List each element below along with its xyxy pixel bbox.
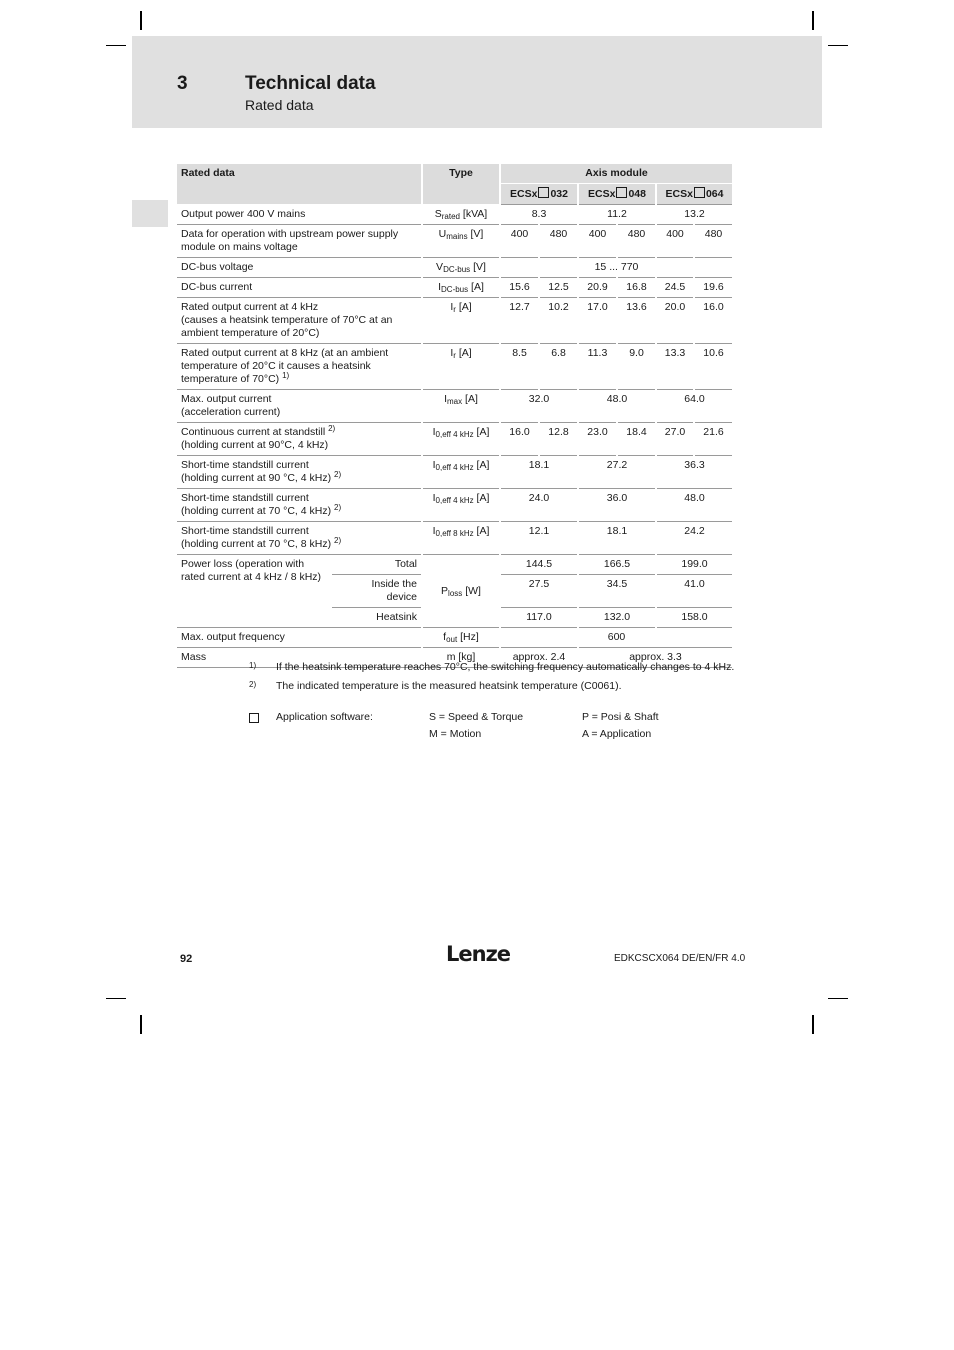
checkbox-glyph-icon [694, 187, 705, 198]
row-type: $I_r$ [A] [422, 298, 500, 344]
document-id: EDKCSCX064 DE/EN/FR 4.0 [614, 953, 746, 964]
row-dc-voltage [177, 258, 732, 278]
value-cell: 117.0 [500, 608, 578, 628]
value-cell: 24.0 [500, 489, 578, 522]
value-cell: 48.0 [578, 390, 656, 423]
checkbox-glyph-icon [249, 713, 259, 723]
row-power-loss-total [177, 555, 732, 575]
value-cell: 199.0 [656, 555, 732, 575]
app-software-label: Application software: [276, 711, 373, 723]
checkbox-glyph-icon [616, 187, 627, 198]
row-label: Rated output current at 4 kHz (causes a heatsink temperature of 70°C at an ambient temperature of 20°C) [177, 298, 422, 344]
value-cell: 8.5 [500, 344, 539, 390]
value-cell: 132.0 [578, 608, 656, 628]
value-cell: 480 [539, 225, 578, 258]
header-row [177, 164, 732, 184]
row-short-70-4 [177, 489, 732, 522]
row-label: Max. output current (acceleration current) [177, 390, 422, 423]
value-cell: 64.0 [656, 390, 732, 423]
value-cell: 13.2 [656, 205, 732, 225]
row-label: Output power 400 V mains [177, 205, 422, 225]
header-rated-data: Rated data [177, 164, 422, 205]
crop-mark [106, 998, 126, 999]
value-cell: 24.2 [656, 522, 732, 555]
chapter-number: 3 [177, 73, 188, 94]
chapter-subtitle: Rated data [245, 97, 314, 113]
row-label: Short-time standstill current (holding current at 70 °C, 4 kHz) $^{2)}$ [177, 489, 422, 522]
page-number: 92 [180, 953, 193, 965]
app-software-item: M = Motion [429, 728, 482, 740]
footnote-marker: 2) [249, 680, 257, 689]
value-cell: 400 [578, 225, 617, 258]
value-cell: 16.0 [694, 298, 732, 344]
value-cell: 6.8 [539, 344, 578, 390]
subrow-label-heatsink: Heatsink [332, 608, 422, 628]
value-cell: 8.3 [500, 205, 578, 225]
model-048: ECSx 048 [578, 184, 656, 205]
row-max-output [177, 390, 732, 423]
crop-mark [828, 45, 848, 46]
value-cell: 12.8 [539, 423, 578, 456]
app-software-item: P = Posi & Shaft [582, 711, 659, 723]
value-cell: 9.0 [617, 344, 656, 390]
row-label: DC-bus voltage [177, 258, 422, 278]
row-rated-4khz [177, 298, 732, 344]
footnotes [249, 661, 739, 693]
row-dc-current [177, 278, 732, 298]
value-cell: 17.0 [578, 298, 617, 344]
crop-mark [828, 998, 848, 999]
crop-mark [812, 11, 814, 30]
side-tab [132, 200, 168, 227]
value-cell: 21.6 [694, 423, 732, 456]
row-label: Continuous current at standstill $^{2)}$ (holding current at 90°C, 4 kHz) [177, 423, 422, 456]
row-output-power [177, 205, 732, 225]
row-label: Short-time standstill current (holding current at 90 °C, 4 kHz) $^{2)}$ [177, 456, 422, 489]
row-type: $U_{mains}$ [V] [422, 225, 500, 258]
row-type: $S_{rated}$ [kVA] [422, 205, 500, 225]
value-cell: 16.0 [500, 423, 539, 456]
value-cell: 27.5 [500, 575, 578, 608]
value-cell: 32.0 [500, 390, 578, 423]
value-cell: 19.6 [694, 278, 732, 298]
subrow-label-inside: Inside the device [332, 575, 422, 608]
chapter-title: Technical data [245, 73, 376, 94]
row-type: $I_{max}$ [A] [422, 390, 500, 423]
value-cell: 34.5 [578, 575, 656, 608]
model-032: ECSx 032 [500, 184, 578, 205]
value-cell: 18.1 [578, 522, 656, 555]
model-064: ECSx 064 [656, 184, 732, 205]
header-axis-module: Axis module [500, 164, 732, 184]
footnote-text: The indicated temperature is the measured heatsink temperature (C0061). [276, 680, 622, 692]
footnote-text: If the heatsink temperature reaches 70°C, the switching frequency automatically changes to 4 kHz. [276, 661, 735, 673]
footnote [249, 661, 739, 674]
row-type: $I_{0,eff 4 kHz}$ [A] [422, 489, 500, 522]
row-short-90-4 [177, 456, 732, 489]
row-short-70-8 [177, 522, 732, 555]
value-cell: 27.2 [578, 456, 656, 489]
value-cell: 11.2 [578, 205, 656, 225]
value-cell: 20.9 [578, 278, 617, 298]
row-label: Data for operation with upstream power supply module on mains voltage [177, 225, 422, 258]
row-label: Rated output current at 8 kHz (at an ambient temperature of 20°C it causes a heatsink temperature of 70°C) $^{1)}$ [177, 344, 422, 390]
value-cell: 400 [656, 225, 694, 258]
header-band [132, 36, 822, 128]
rated-data-table [177, 164, 732, 668]
row-type: $I_{0,eff 4 kHz}$ [A] [422, 456, 500, 489]
row-label: Mass [177, 648, 422, 668]
row-label: Max. output frequency [177, 628, 422, 648]
value-cell: approx. 3.3 [578, 648, 732, 668]
app-software-item: S = Speed & Torque [429, 711, 524, 723]
value-cell: 400 [500, 225, 539, 258]
value-cell: 48.0 [656, 489, 732, 522]
value-cell: 20.0 [656, 298, 694, 344]
value-cell: 600 [500, 628, 732, 648]
value-cell: 10.6 [694, 344, 732, 390]
row-rated-8khz [177, 344, 732, 390]
row-continuous [177, 423, 732, 456]
row-max-frequency [177, 628, 732, 648]
row-label: DC-bus current [177, 278, 422, 298]
value-cell: 166.5 [578, 555, 656, 575]
row-type: $I_r$ [A] [422, 344, 500, 390]
value-cell: 10.2 [539, 298, 578, 344]
value-cell: 27.0 [656, 423, 694, 456]
crop-mark [140, 11, 142, 30]
crop-mark [140, 1015, 142, 1034]
value-cell: 41.0 [656, 575, 732, 608]
header-type: Type [422, 164, 500, 205]
value-cell: 13.6 [617, 298, 656, 344]
footnote [249, 680, 739, 693]
checkbox-glyph-icon [538, 187, 549, 198]
footnote-marker: 1) [249, 661, 257, 670]
row-type: m [kg] [422, 648, 500, 668]
value-cell: 36.0 [578, 489, 656, 522]
value-cell: 24.5 [656, 278, 694, 298]
value-cell: 18.1 [500, 456, 578, 489]
row-type: $V_{DC-bus}$ [V] [422, 258, 500, 278]
lenze-logo: Lenze [446, 942, 511, 966]
row-type: $P_{loss}$ [W] [422, 555, 500, 628]
row-type: $I_{0,eff 8 kHz}$ [A] [422, 522, 500, 555]
value-cell: 16.8 [617, 278, 656, 298]
value-cell: 23.0 [578, 423, 617, 456]
value-cell: 36.3 [656, 456, 732, 489]
value-cell: 18.4 [617, 423, 656, 456]
value-cell: 144.5 [500, 555, 578, 575]
row-type: $I_{DC-bus}$ [A] [422, 278, 500, 298]
crop-mark [106, 45, 126, 46]
value-cell: 12.5 [539, 278, 578, 298]
value-cell: 12.1 [500, 522, 578, 555]
value-cell: 158.0 [656, 608, 732, 628]
value-cell: 13.3 [656, 344, 694, 390]
value-cell: 480 [694, 225, 732, 258]
row-label: Short-time standstill current (holding current at 70 °C, 8 kHz) $^{2)}$ [177, 522, 422, 555]
row-type: $I_{0,eff 4 kHz}$ [A] [422, 423, 500, 456]
value-cell: approx. 2.4 [500, 648, 578, 668]
row-upstream [177, 225, 732, 258]
subrow-label-total: Total [332, 555, 422, 575]
row-label: Power loss (operation with rated current at 4 kHz / 8 kHz) [181, 558, 322, 583]
crop-mark [812, 1015, 814, 1034]
app-software-item: A = Application [582, 728, 652, 740]
value-cell: 480 [617, 225, 656, 258]
value-cell: 11.3 [578, 344, 617, 390]
value-cell: 12.7 [500, 298, 539, 344]
value-cell: 15 ... 770 [500, 258, 732, 278]
row-type: $f_{out}$ [Hz] [422, 628, 500, 648]
value-cell: 15.6 [500, 278, 539, 298]
